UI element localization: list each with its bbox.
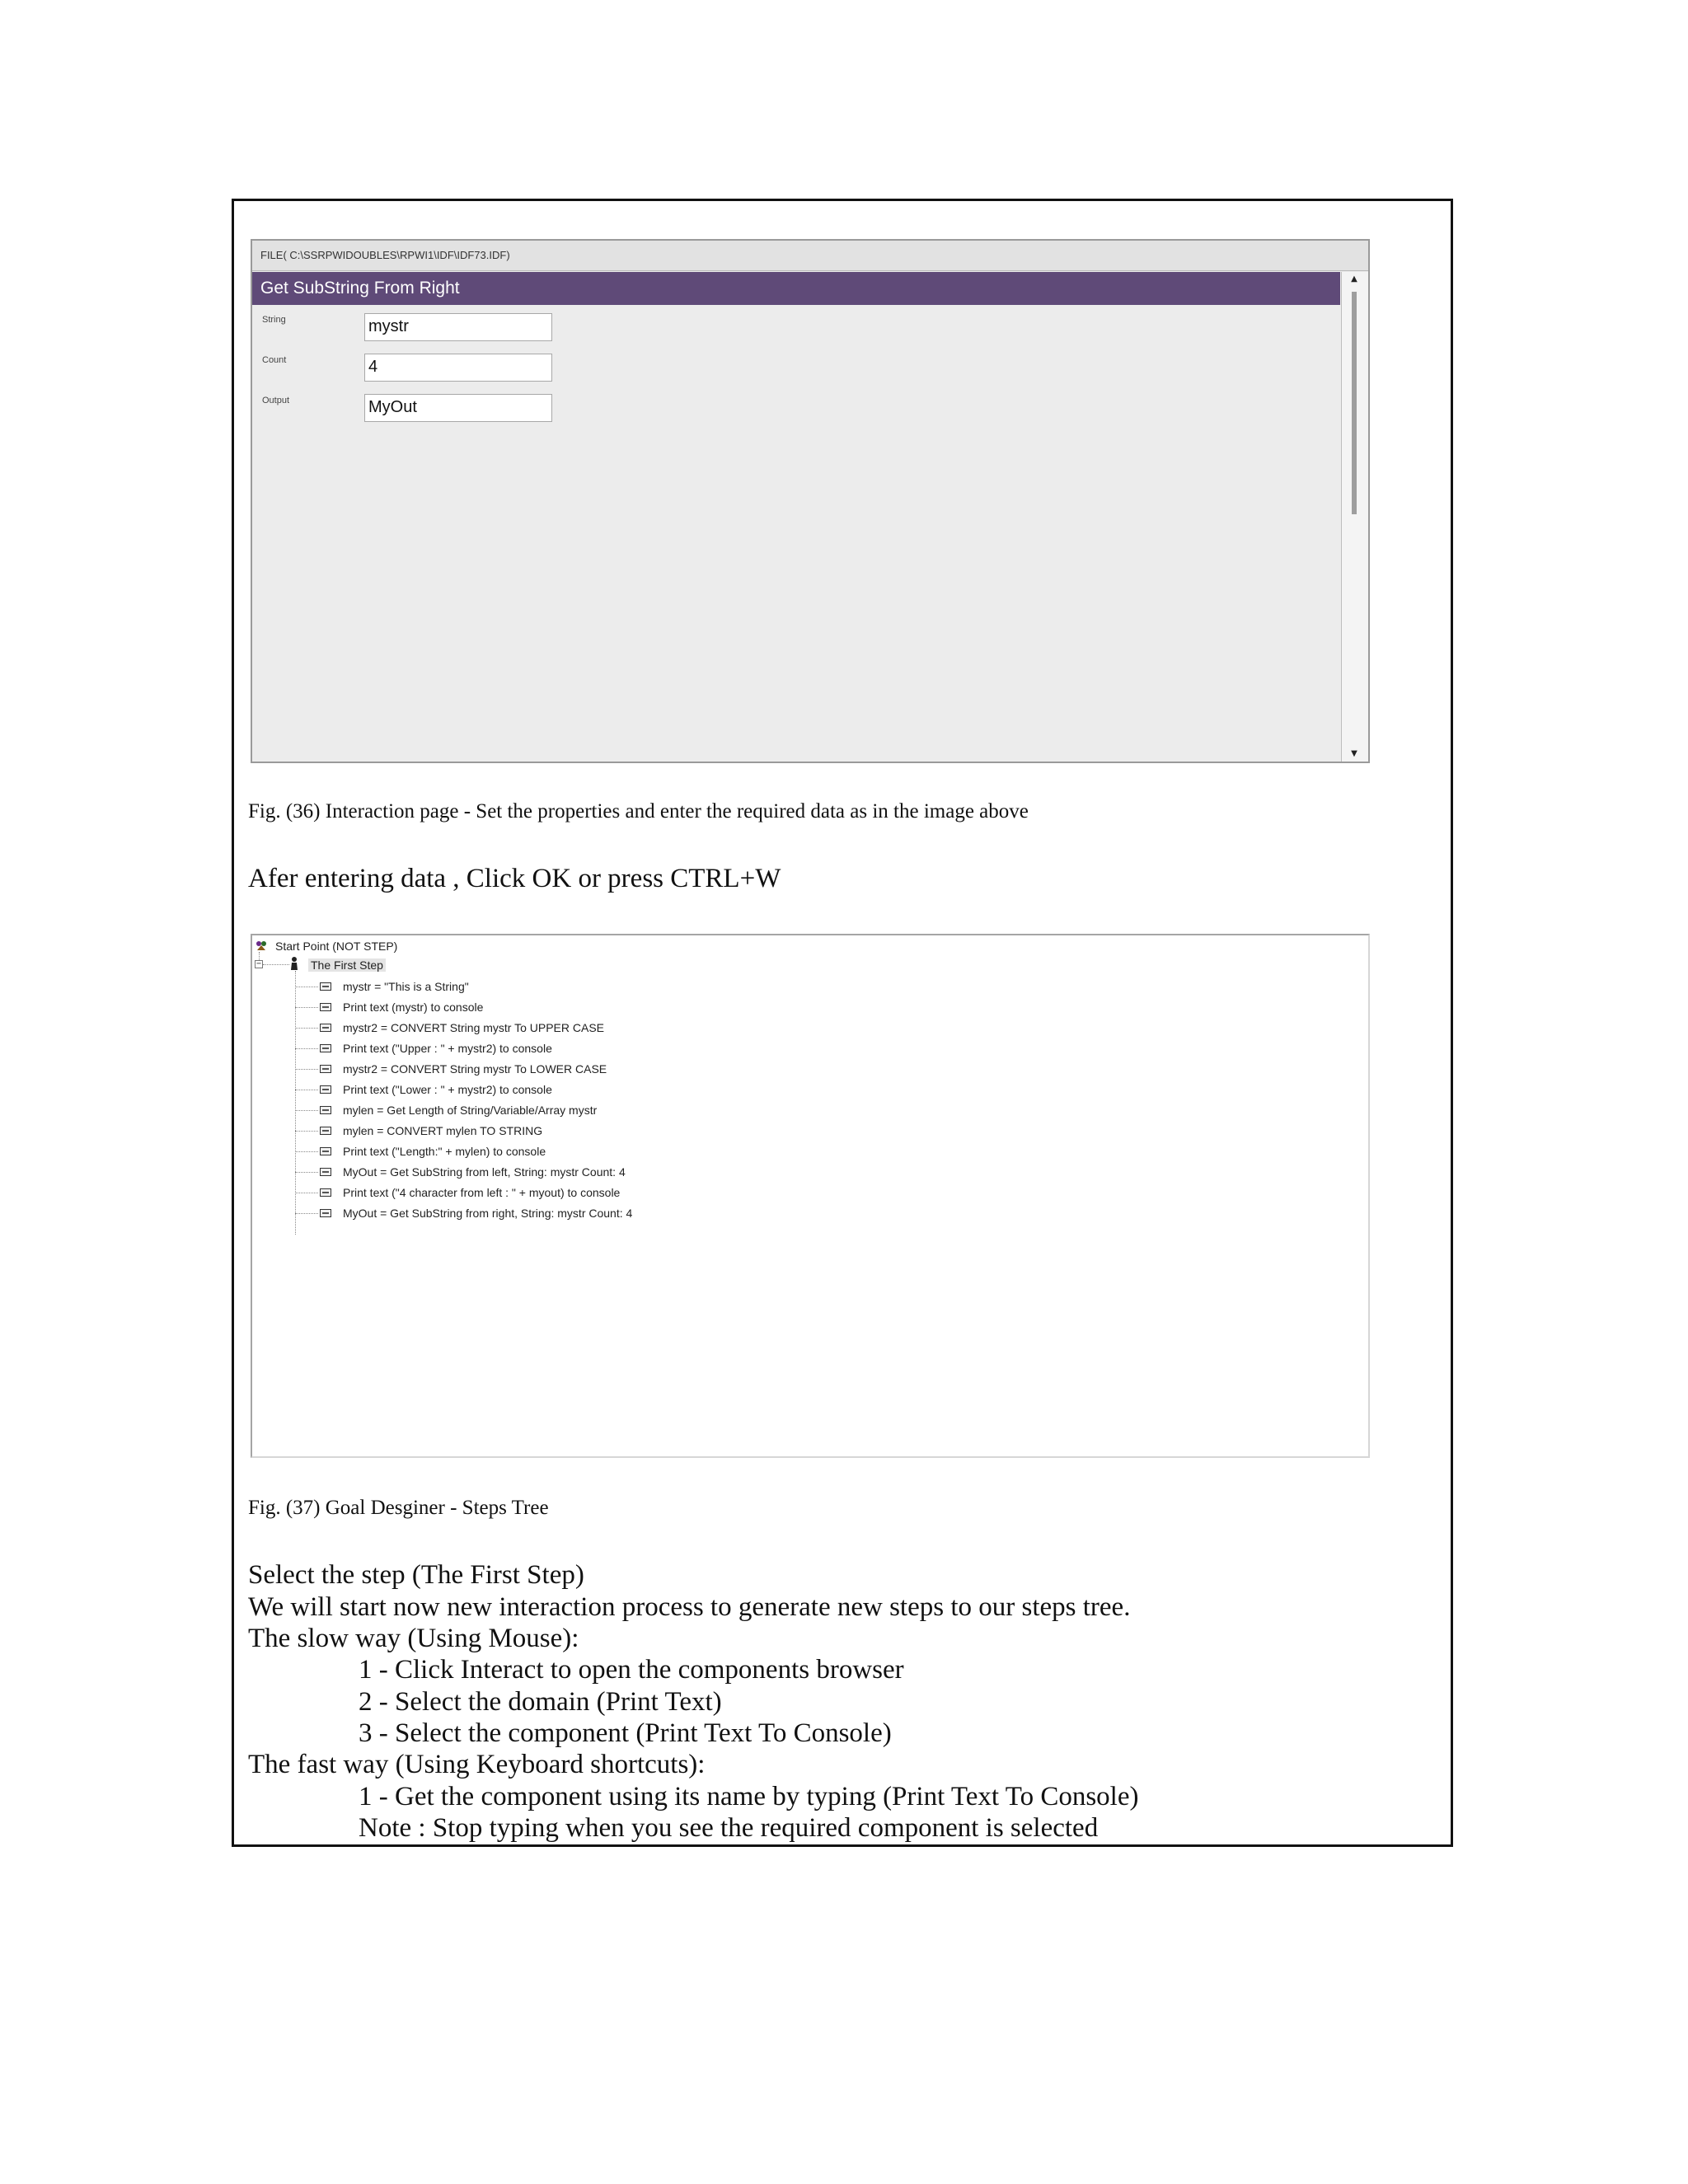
step-icon: [320, 1209, 331, 1217]
body-line-6: 3 - Select the component (Print Text To Console): [359, 1718, 892, 1748]
tree-connector: [295, 1069, 318, 1070]
body-line-7: The fast way (Using Keyboard shortcuts):: [248, 1750, 706, 1779]
step-icon: [320, 1085, 331, 1094]
tree-step-11[interactable]: Print text ("4 character from left : " + myout) to console: [343, 1186, 621, 1199]
figure-37-caption: Fig. (37) Goal Desginer - Steps Tree: [248, 1497, 549, 1519]
body-line-2: We will start now new interaction process to generate new steps to our steps tree.: [248, 1592, 1131, 1622]
tree-connector: [295, 1028, 318, 1029]
tree-step-2[interactable]: Print text (mystr) to console: [343, 1001, 484, 1014]
tree-connector: [295, 1131, 318, 1132]
step-icon: [320, 1024, 331, 1032]
body-line-4: 1 - Click Interact to open the components browser: [359, 1655, 904, 1685]
tree-step-12[interactable]: MyOut = Get SubString from right, String: mystr Count: 4: [343, 1207, 633, 1220]
tree-step-8[interactable]: mylen = CONVERT mylen TO STRING: [343, 1124, 543, 1137]
step-icon: [320, 1147, 331, 1155]
scroll-up-arrow-icon[interactable]: ▲: [1351, 274, 1357, 284]
tree-step-1[interactable]: mystr = "This is a String": [343, 980, 469, 993]
body-line-3: The slow way (Using Mouse):: [248, 1624, 579, 1653]
scrollbar-thumb[interactable]: [1352, 292, 1357, 514]
interaction-page-screenshot: [251, 239, 1370, 763]
instruction-text: Afer entering data , Click OK or press CTRL+W: [248, 864, 781, 893]
file-path-text: FILE( C:\SSRPWIDOUBLES\RPWI1\IDF\IDF73.IDF): [260, 249, 510, 261]
tree-connector: [295, 1213, 318, 1214]
figure-36-caption: Fig. (36) Interaction page - Set the properties and enter the required data as in the image above: [248, 800, 1029, 823]
tree-step-4[interactable]: Print text ("Upper : " + mystr2) to console: [343, 1042, 552, 1055]
steps-tree: [252, 935, 1368, 1456]
body-line-1: Select the step (The First Step): [248, 1560, 584, 1590]
tree-step-5[interactable]: mystr2 = CONVERT String mystr To LOWER CASE: [343, 1062, 607, 1076]
steps-tree-screenshot: [251, 934, 1370, 1458]
step-icon: [320, 1044, 331, 1052]
tree-connector: [295, 1007, 318, 1008]
step-icon: [320, 1127, 331, 1135]
tree-connector: [295, 1172, 318, 1173]
tree-step-9[interactable]: Print text ("Length:" + mylen) to console: [343, 1145, 546, 1158]
step-icon: [320, 1188, 331, 1197]
scroll-down-arrow-icon[interactable]: ▼: [1351, 749, 1357, 758]
tree-connector: [263, 964, 289, 965]
body-line-5: 2 - Select the domain (Print Text): [359, 1687, 722, 1717]
tree-connector: [295, 1151, 318, 1152]
count-label: Count: [262, 355, 287, 365]
tree-connector: [295, 1110, 318, 1111]
vertical-scrollbar[interactable]: [1341, 272, 1368, 762]
count-input[interactable]: 4: [364, 354, 552, 382]
tree-step-7[interactable]: mylen = Get Length of String/Variable/Array mystr: [343, 1104, 598, 1117]
step-icon: [320, 1106, 331, 1114]
body-line-8: 1 - Get the component using its name by typing (Print Text To Console): [359, 1782, 1139, 1811]
step-icon: [320, 1168, 331, 1176]
step-icon: [320, 982, 331, 991]
step-person-icon: [289, 956, 299, 971]
tree-step-6[interactable]: Print text ("Lower : " + mystr2) to console: [343, 1083, 552, 1096]
tree-root-label[interactable]: Start Point (NOT STEP): [275, 940, 398, 953]
tree-connector: [295, 1048, 318, 1049]
start-point-icon: [255, 939, 268, 952]
output-label: Output: [262, 396, 290, 405]
collapse-toggle-icon[interactable]: −: [256, 959, 262, 968]
step-icon: [320, 1065, 331, 1073]
step-icon: [320, 1003, 331, 1011]
string-input[interactable]: mystr: [364, 313, 552, 341]
output-input[interactable]: MyOut: [364, 394, 552, 422]
tree-step-10[interactable]: MyOut = Get SubString from left, String: mystr Count: 4: [343, 1165, 626, 1179]
tree-step-3[interactable]: mystr2 = CONVERT String mystr To UPPER CASE: [343, 1021, 605, 1034]
string-label: String: [262, 315, 286, 325]
tree-first-step-label[interactable]: The First Step: [308, 958, 386, 972]
body-line-9: Note : Stop typing when you see the required component is selected: [359, 1813, 1099, 1843]
component-title-bar: [252, 272, 1340, 305]
file-path-bar: [252, 241, 1368, 271]
component-title: Get SubString From Right: [260, 279, 460, 298]
tree-connector: [295, 971, 296, 1235]
